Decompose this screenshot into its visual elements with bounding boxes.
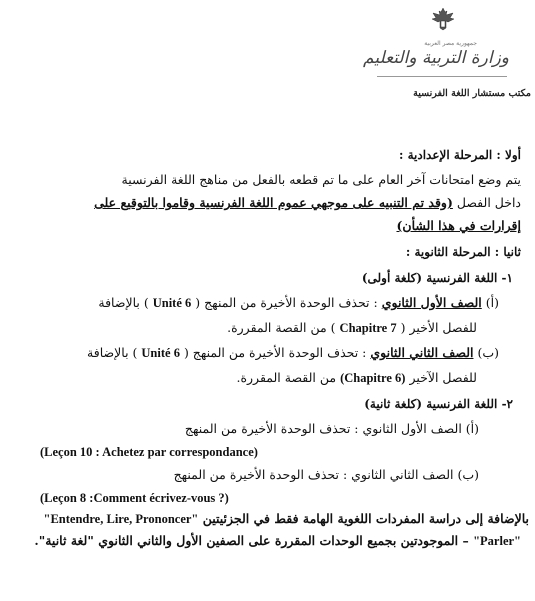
section1-heading <box>399 147 521 163</box>
item-a-grade: الصف الأول الثانوي <box>381 295 482 310</box>
item-a-unit: Unité 6 <box>152 296 192 310</box>
item-a-line2-end: ) من القصة المقررة. <box>227 320 336 335</box>
item-a-line2-start: للفصل الأخير ( <box>400 320 477 335</box>
section1-paragraph-line3 <box>396 218 521 234</box>
item-a-end: ) بالإضافة <box>98 295 149 310</box>
p2-plain: داخل الفصل <box>456 195 521 210</box>
final2-latin: "Parler" <box>473 534 521 548</box>
item-b-text: : تحذف الوحدة الأخيرة من المنهج ( <box>183 345 367 360</box>
section1-heading-text: أولا : المرحلة الإعدادية : <box>398 148 521 162</box>
letterhead <box>325 2 535 112</box>
item-a-chapter: Chapitre 7 <box>339 321 397 335</box>
item-b-chapter: (Chapitre 6) <box>340 371 406 385</box>
p3-underlined: إقرارات في هذا الشأن) <box>396 218 521 233</box>
item-b-line2-start: للفصل الآخير <box>409 370 477 385</box>
item-c-lesson: (Leçon 10 : Achetez par correspondance) <box>40 445 258 459</box>
final1-text: بالإضافة إلى دراسة المفردات اللغوية الهامة فقط في الجزئيتين <box>202 511 529 526</box>
item-d-line: (ب) الصف الثاني الثانوي : تحذف الوحدة الأخيرة من المنهج <box>173 467 479 482</box>
item-b-line2-end: من القصة المقررة. <box>236 370 337 385</box>
item-c-line: (أ) الصف الأول الثانوي : تحذف الوحدة الأخيرة من المنهج <box>184 421 479 436</box>
country-line: جمهورية مصر العربية <box>424 40 477 47</box>
final2-text: – الموجودتين بجميع الوحدات المقررة على الصفين الأول والثاني الثانوي "لغة ثانية". <box>34 533 469 548</box>
sub1-heading: ١- اللغة الفرنسية (كلغة أولى) <box>361 271 513 285</box>
ministry-name: وزارة التربية والتعليم <box>363 48 509 68</box>
final-line2 <box>34 533 521 549</box>
item-b-label: (ب) <box>477 345 499 360</box>
item-a-label: (أ) <box>485 295 499 310</box>
item-b-grade: الصف الثاني الثانوي <box>370 345 474 360</box>
item-b-unit: Unité 6 <box>141 346 180 360</box>
item-a-line2 <box>227 320 477 336</box>
item-b-line2 <box>236 370 477 386</box>
item-b-end: ) بالإضافة <box>87 345 138 360</box>
eagle-emblem-icon <box>428 6 458 32</box>
item-b-line1 <box>87 345 499 361</box>
section2-heading: ثانيا : المرحلة الثانوية : <box>405 245 521 259</box>
final-line1 <box>44 511 529 527</box>
p2-underlined: (وقد تم التنبيه على موجهي عموم اللغة الفرنسية وقاموا بالتوقيع على <box>94 195 453 210</box>
item-a-text: : تحذف الوحدة الأخيرة من المنهج ( <box>195 295 378 310</box>
office-name: مكتب مستشار اللغة الفرنسية <box>413 88 531 99</box>
item-d-lesson: (Leçon 8 :Comment écrivez-vous ?) <box>40 491 229 505</box>
sub2-heading: ٢- اللغة الفرنسية (كلغة ثانية) <box>364 397 513 411</box>
item-a-line1 <box>98 295 499 311</box>
section1-paragraph-line2 <box>94 195 521 211</box>
final1-latin: "Entendre, Lire, Prononcer" <box>43 512 199 526</box>
letterhead-divider <box>377 76 507 77</box>
section1-paragraph-line1: يتم وضع امتحانات آخر العام على ما تم قطعه بالفعل من مناهج اللغة الفرنسية <box>121 172 521 187</box>
